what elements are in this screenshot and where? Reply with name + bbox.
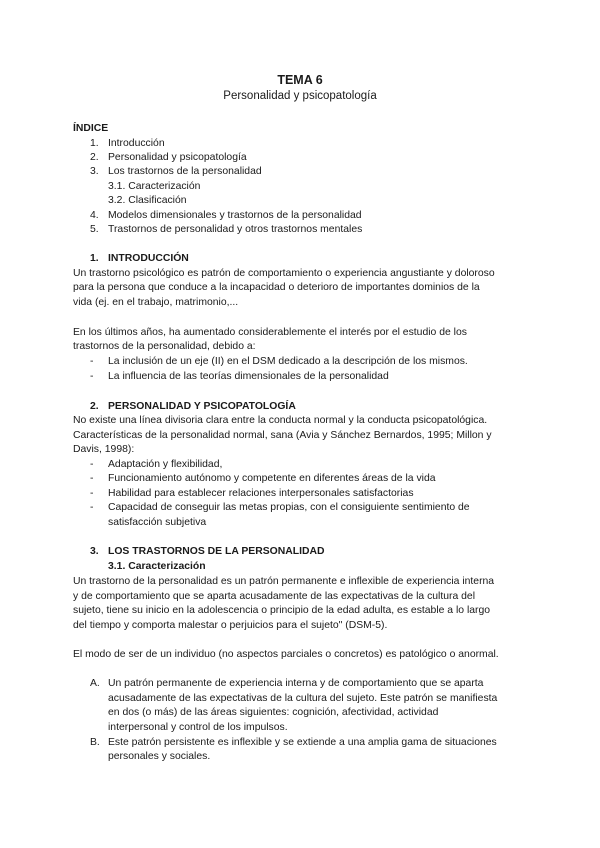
page-title: TEMA 6	[277, 73, 323, 87]
criterion-line: interpersonal y control de los impulsos.	[108, 722, 288, 733]
paragraph-line: Un trastorno psicológico es patrón de comportamiento o experiencia angustiante y doloroso	[73, 268, 495, 279]
list-number: 1.	[90, 138, 99, 149]
list-number: 5.	[90, 224, 99, 235]
paragraph-line: En los últimos años, ha aumentado considerablemente el interés por el estudio de los	[73, 327, 467, 338]
bullet-mark: -	[90, 356, 94, 367]
section-heading: INTRODUCCIÓN	[108, 253, 189, 264]
criterion-line: Este patrón persistente es inflexible y se extiende a una amplia gama de situaciones	[108, 737, 497, 748]
bullet-mark: -	[90, 459, 94, 470]
bullet-text: Funcionamiento autónomo y competente en diferentes áreas de la vida	[108, 473, 436, 484]
paragraph-line: sujeto, tiene su inicio en la adolescencia o principio de la edad adulta, es estable a lo largo	[73, 605, 491, 616]
paragraph-line: No existe una línea divisoria clara entre la conducta normal y la conducta psicopatológica.	[73, 415, 488, 426]
criterion-letter: A.	[90, 678, 100, 689]
list-label: Los trastornos de la personalidad	[108, 166, 262, 177]
bullet-text: Capacidad de conseguir las metas propias, con el consiguiente sentimiento de	[108, 502, 470, 513]
list-label: Introducción	[108, 138, 165, 149]
paragraph-line: y de comportamiento que se aparta acusadamente de las expectativas de la cultura del	[73, 591, 476, 602]
section-number: 3.	[90, 546, 99, 557]
criterion-line: Un patrón permanente de experiencia interna y de comportamiento que se aparta	[108, 678, 484, 689]
paragraph-line: vida (ej. en el trabajo, matrimonio,...	[73, 297, 239, 308]
list-label: Trastornos de personalidad y otros trastornos mentales	[108, 224, 363, 235]
paragraph-line: Davis, 1998):	[73, 444, 135, 455]
bullet-mark: -	[90, 473, 94, 484]
paragraph-line: Características de la personalidad normal, sana (Avia y Sánchez Bernardos, 1995; Millon y	[73, 430, 492, 441]
bullet-text: Adaptación y flexibilidad,	[108, 459, 223, 470]
criterion-line: personales y sociales.	[108, 751, 211, 762]
section-heading: PERSONALIDAD Y PSICOPATOLOGÍA	[108, 401, 296, 412]
bullet-mark: -	[90, 371, 94, 382]
criterion-line: acusadamente de las expectativas de la cultura del sujeto. Este patrón se manifiesta	[108, 693, 498, 704]
list-label: 3.1. Caracterización	[108, 181, 201, 192]
bullet-mark: -	[90, 502, 94, 513]
bullet-text: La influencia de las teorías dimensionales de la personalidad	[108, 371, 389, 382]
bullet-text: La inclusión de un eje (II) en el DSM dedicado a la descripción de los mismos.	[108, 356, 468, 367]
list-number: 3.	[90, 166, 99, 177]
page-subtitle: Personalidad y psicopatología	[223, 90, 377, 102]
section-number: 1.	[90, 253, 99, 264]
list-label: Personalidad y psicopatología	[108, 152, 247, 163]
index-heading: ÍNDICE	[73, 123, 109, 134]
paragraph-line: trastornos de la personalidad, debido a:	[73, 341, 256, 352]
list-label: Modelos dimensionales y trastornos de la personalidad	[108, 210, 362, 221]
bullet-text: satisfacción subjetiva	[108, 517, 207, 528]
section-number: 2.	[90, 401, 99, 412]
list-number: 2.	[90, 152, 99, 163]
bullet-text: Habilidad para establecer relaciones interpersonales satisfactorias	[108, 488, 414, 499]
subsection-heading: 3.1. Caracterización	[108, 561, 206, 572]
paragraph-line: para la persona que conduce a la incapacidad o deterioro de importantes dominios de la	[73, 282, 480, 293]
list-number: 4.	[90, 210, 99, 221]
bullet-mark: -	[90, 488, 94, 499]
paragraph-line: del tiempo y comporta malestar o perjuicios para el sujeto" (DSM-5).	[73, 620, 388, 631]
paragraph-line: El modo de ser de un individuo (no aspectos parciales o concretos) es patológico o anormal.	[73, 649, 499, 660]
criterion-letter: B.	[90, 737, 100, 748]
criterion-line: en dos (o más) de las áreas siguientes: cognición, afectividad, actividad	[108, 707, 439, 718]
paragraph-line: Un trastorno de la personalidad es un patrón permanente e inflexible de experiencia interna	[73, 576, 495, 587]
section-heading: LOS TRASTORNOS DE LA PERSONALIDAD	[108, 546, 325, 557]
list-label: 3.2. Clasificación	[108, 195, 187, 206]
